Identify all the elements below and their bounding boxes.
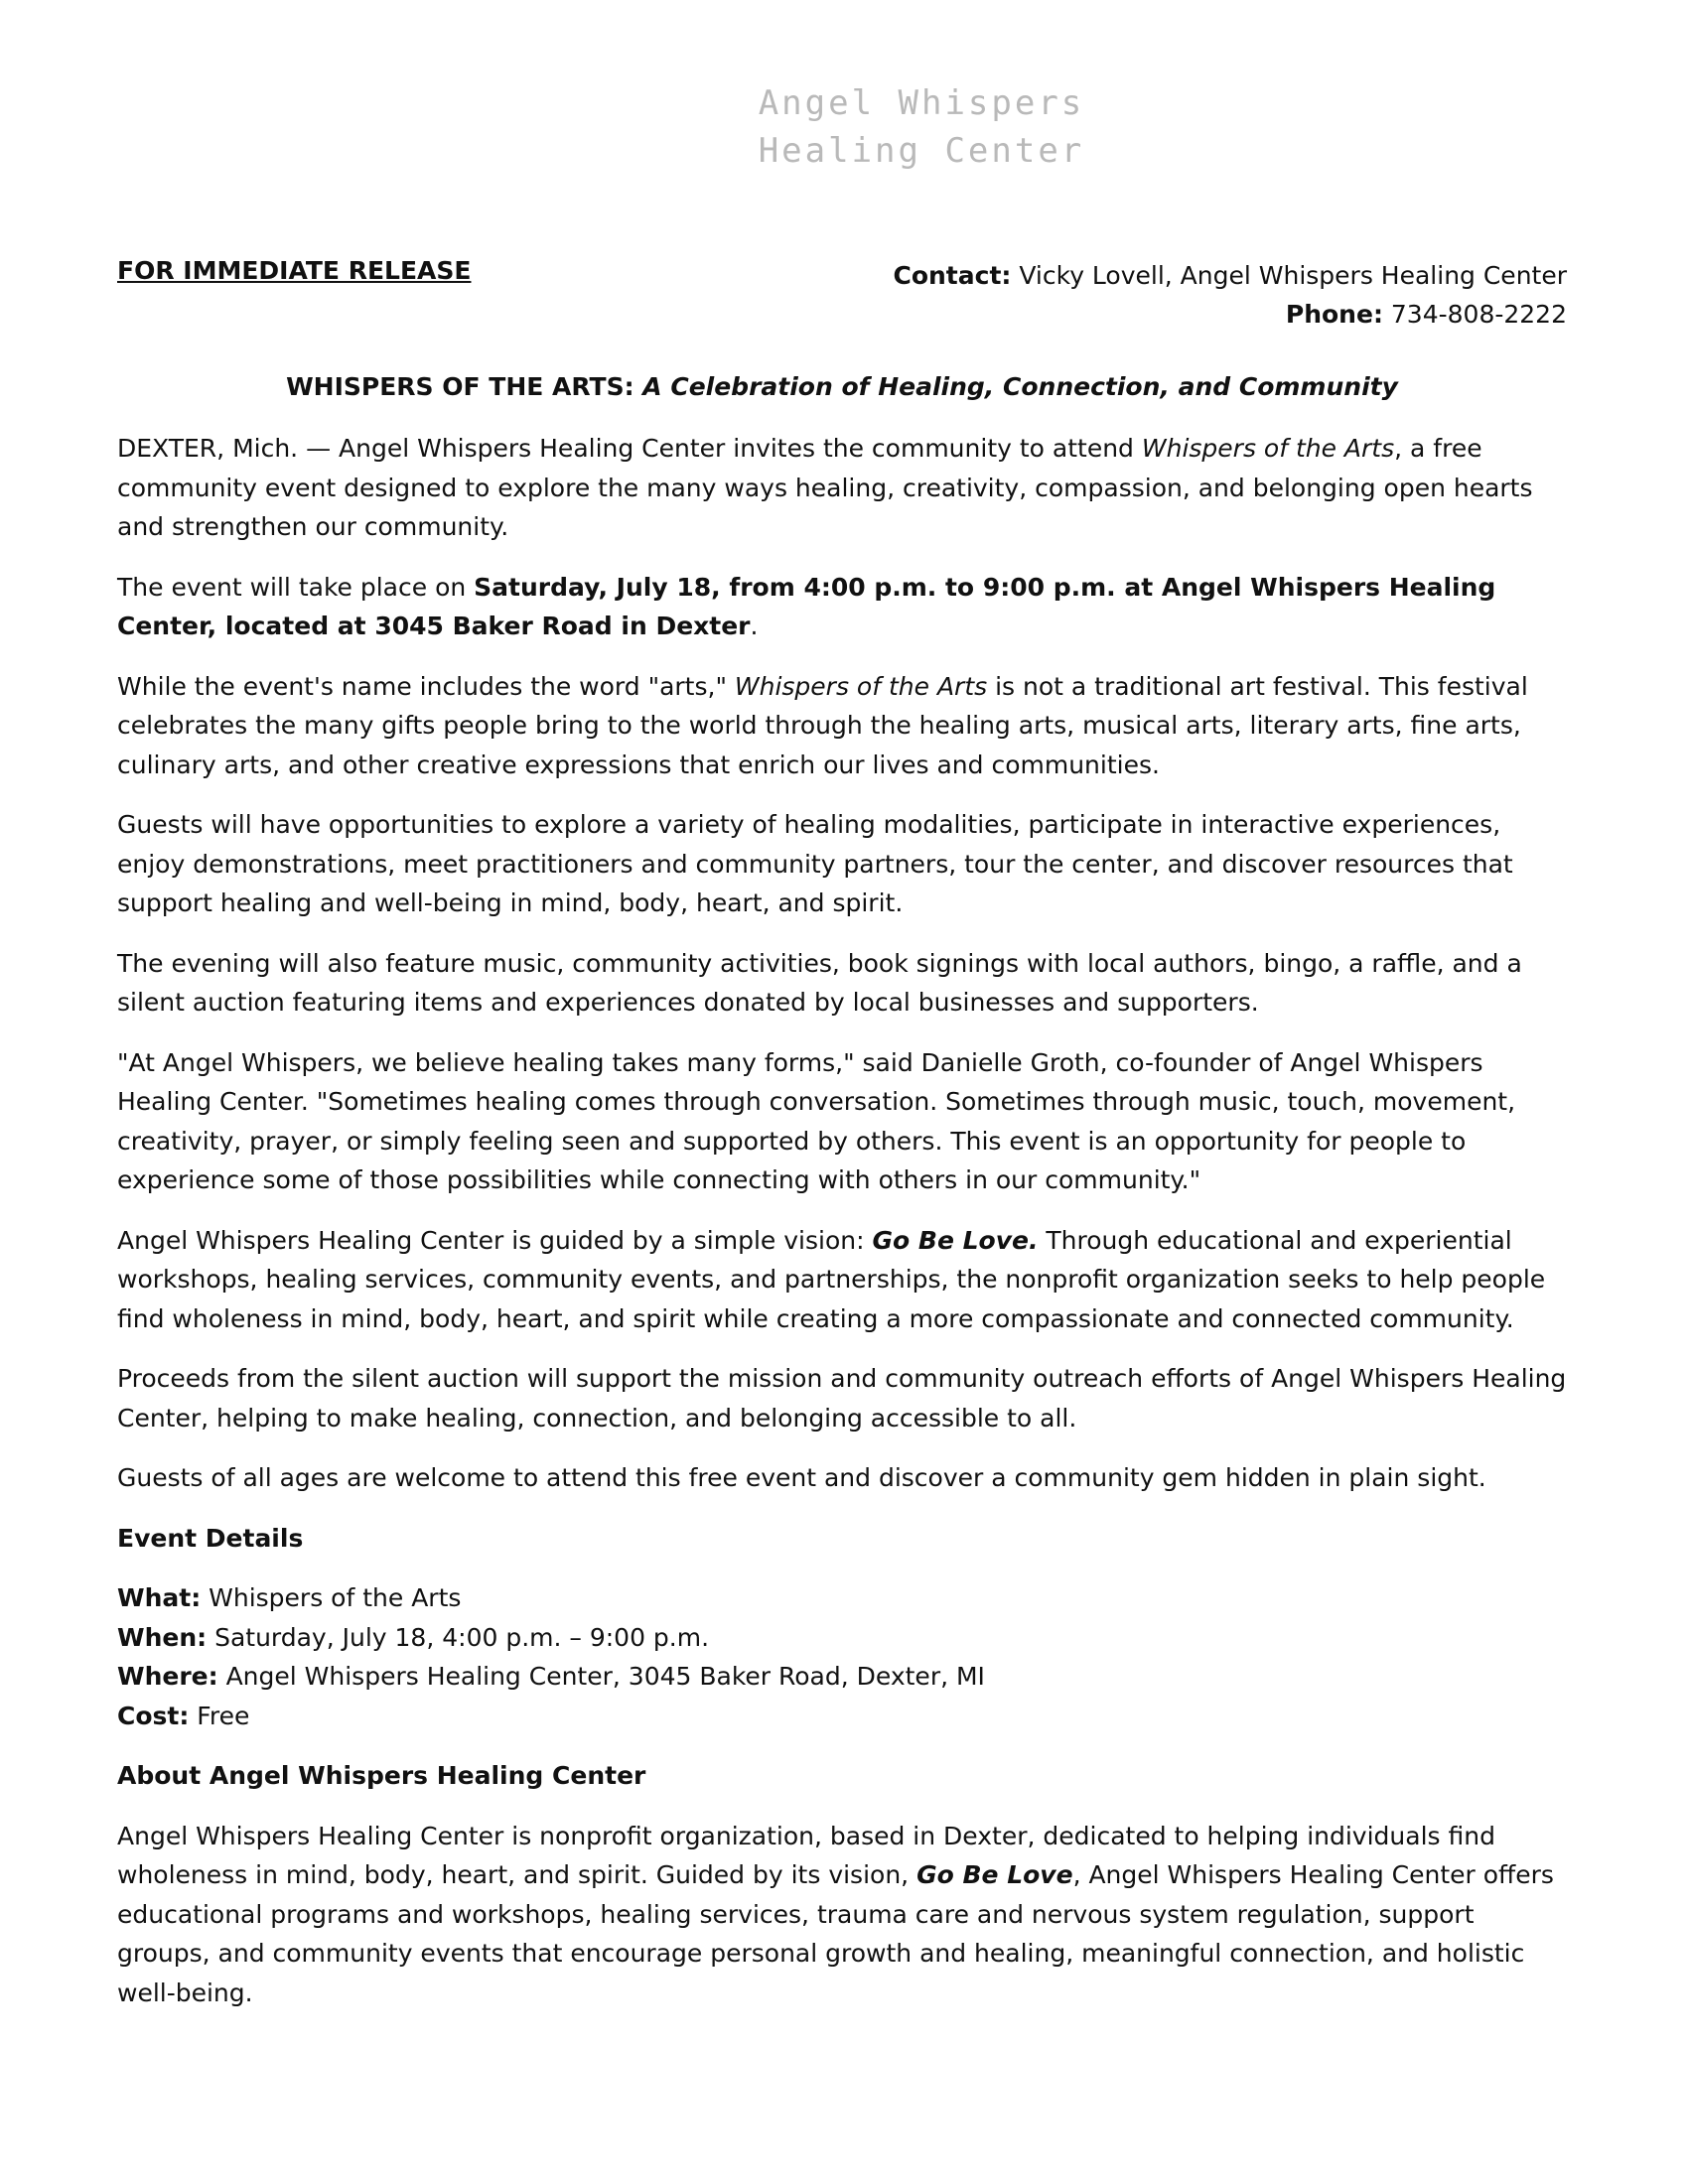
about-text-c: , Angel Whispers Healing Center offers educational programs and workshops, healing services, trauma care and nervous system regulation, support groups, and community events that encourage personal growth and healing, meaningful connection, and holistic well-being. bbox=[117, 1860, 1554, 2007]
what-label: What: bbox=[117, 1583, 202, 1612]
about-text-a: Angel Whispers Healing Center is nonprofit organization, based in Dexter, dedicated to helping individuals find wholeness in mind, body, heart, and spirit. Guided by its vision, bbox=[117, 1821, 1495, 1889]
event-details-heading: Event Details bbox=[117, 1523, 304, 1553]
p1-event-name: Whispers of the Arts bbox=[1141, 434, 1395, 463]
paragraph-about bbox=[117, 1817, 1567, 2013]
p7-vision: Go Be Love. bbox=[872, 1225, 1039, 1255]
headline bbox=[117, 372, 1567, 401]
detail-what bbox=[117, 1578, 1567, 1618]
paragraph-welcome: Guests of all ages are welcome to attend this free event and discover a community gem hidden in plain sight. bbox=[117, 1463, 1486, 1492]
detail-cost bbox=[117, 1697, 1567, 1736]
p7-text-c: Through educational and experiential workshops, healing services, community events, and partnerships, the nonprofit organization seeks to help people find wholeness in mind, body, heart, and spirit while creating a more compassionate and connected community. bbox=[117, 1225, 1546, 1333]
detail-when bbox=[117, 1618, 1567, 1658]
contact-block bbox=[893, 256, 1567, 334]
paragraph-arts bbox=[117, 667, 1567, 785]
contact-label: Contact: bbox=[893, 261, 1012, 290]
what-value: Whispers of the Arts bbox=[201, 1583, 462, 1612]
when-value: Saturday, July 18, 4:00 p.m. – 9:00 p.m. bbox=[207, 1622, 710, 1652]
release-label: FOR IMMEDIATE RELEASE bbox=[117, 256, 472, 285]
p3-text-a: While the event's name includes the word "arts," bbox=[117, 671, 735, 701]
organization-logo bbox=[117, 79, 1567, 175]
p3-event-name: Whispers of the Arts bbox=[734, 671, 988, 701]
paragraph-quote: "At Angel Whispers, we believe healing takes many forms," said Danielle Groth, co-founder of Angel Whispers Healing Center. "Sometimes healing comes through conversation. Sometimes through music, touch, movement, creativity, prayer, or simply feeling seen and supported by others. This event is an opportunity for people to experience some of those possibilities while connecting with others in our community." bbox=[117, 1047, 1516, 1194]
p2-text-a: The event will take place on bbox=[117, 572, 475, 602]
where-value: Angel Whispers Healing Center, 3045 Baker Road, Dexter, MI bbox=[217, 1662, 985, 1691]
logo-line-2: Healing Center bbox=[758, 131, 1085, 171]
paragraph-guests: Guests will have opportunities to explore a variety of healing modalities, participate in interactive experiences, enjoy demonstrations, meet practitioners and community partners, tour the center, and discover resources that support healing and well-being in mind, body, heart, and spirit. bbox=[117, 810, 1513, 917]
p3-text-c: is not a traditional art festival. This festival celebrates the many gifts people bring to the world through the healing arts, musical arts, literary arts, fine arts, culinary arts, and other creative expressions that enrich our lives and communities. bbox=[117, 671, 1528, 779]
detail-where bbox=[117, 1657, 1567, 1697]
where-label: Where: bbox=[117, 1662, 218, 1691]
paragraph-proceeds: Proceeds from the silent auction will support the mission and community outreach efforts of Angel Whispers Healing Center, helping to make healing, connection, and belonging accessible to all. bbox=[117, 1364, 1567, 1433]
phone-value: 734-808-2222 bbox=[1390, 300, 1567, 329]
when-label: When: bbox=[117, 1622, 208, 1652]
logo-line-1: Angel Whispers bbox=[758, 83, 1085, 123]
headline-sub: A Celebration of Healing, Connection, and Community bbox=[642, 372, 1398, 401]
p1-text-c: , a free community event designed to explore the many ways healing, creativity, compassion, and belonging open hearts and strengthen our community. bbox=[117, 434, 1533, 541]
phone-line bbox=[893, 295, 1567, 334]
about-heading: About Angel Whispers Healing Center bbox=[117, 1761, 646, 1790]
event-details bbox=[117, 1578, 1567, 1735]
p2-text-c: . bbox=[750, 612, 759, 640]
p2-date-location: Saturday, July 18, from 4:00 p.m. to 9:00 p.m. at Angel Whispers Healing Center, located at 3045 Baker Road in Dexter bbox=[117, 572, 1496, 640]
paragraph-date bbox=[117, 568, 1567, 646]
release-body bbox=[117, 429, 1567, 2033]
paragraph-vision bbox=[117, 1221, 1567, 1339]
paragraph-intro bbox=[117, 429, 1567, 547]
p1-text-a: DEXTER, Mich. — Angel Whispers Healing Center invites the community to attend bbox=[117, 434, 1142, 463]
contact-line bbox=[893, 256, 1567, 295]
p7-text-a: Angel Whispers Healing Center is guided by a simple vision: bbox=[117, 1225, 873, 1255]
phone-label: Phone: bbox=[1285, 300, 1383, 329]
paragraph-evening: The evening will also feature music, community activities, book signings with local authors, bingo, a raffle, and a silent auction featuring items and experiences donated by local businesses and supporters. bbox=[117, 948, 1522, 1017]
headline-main: WHISPERS OF THE ARTS: bbox=[286, 372, 634, 401]
cost-label: Cost: bbox=[117, 1701, 190, 1730]
contact-value: Vicky Lovell, Angel Whispers Healing Center bbox=[1019, 261, 1567, 290]
about-vision: Go Be Love bbox=[916, 1860, 1073, 1889]
cost-value: Free bbox=[189, 1701, 250, 1730]
